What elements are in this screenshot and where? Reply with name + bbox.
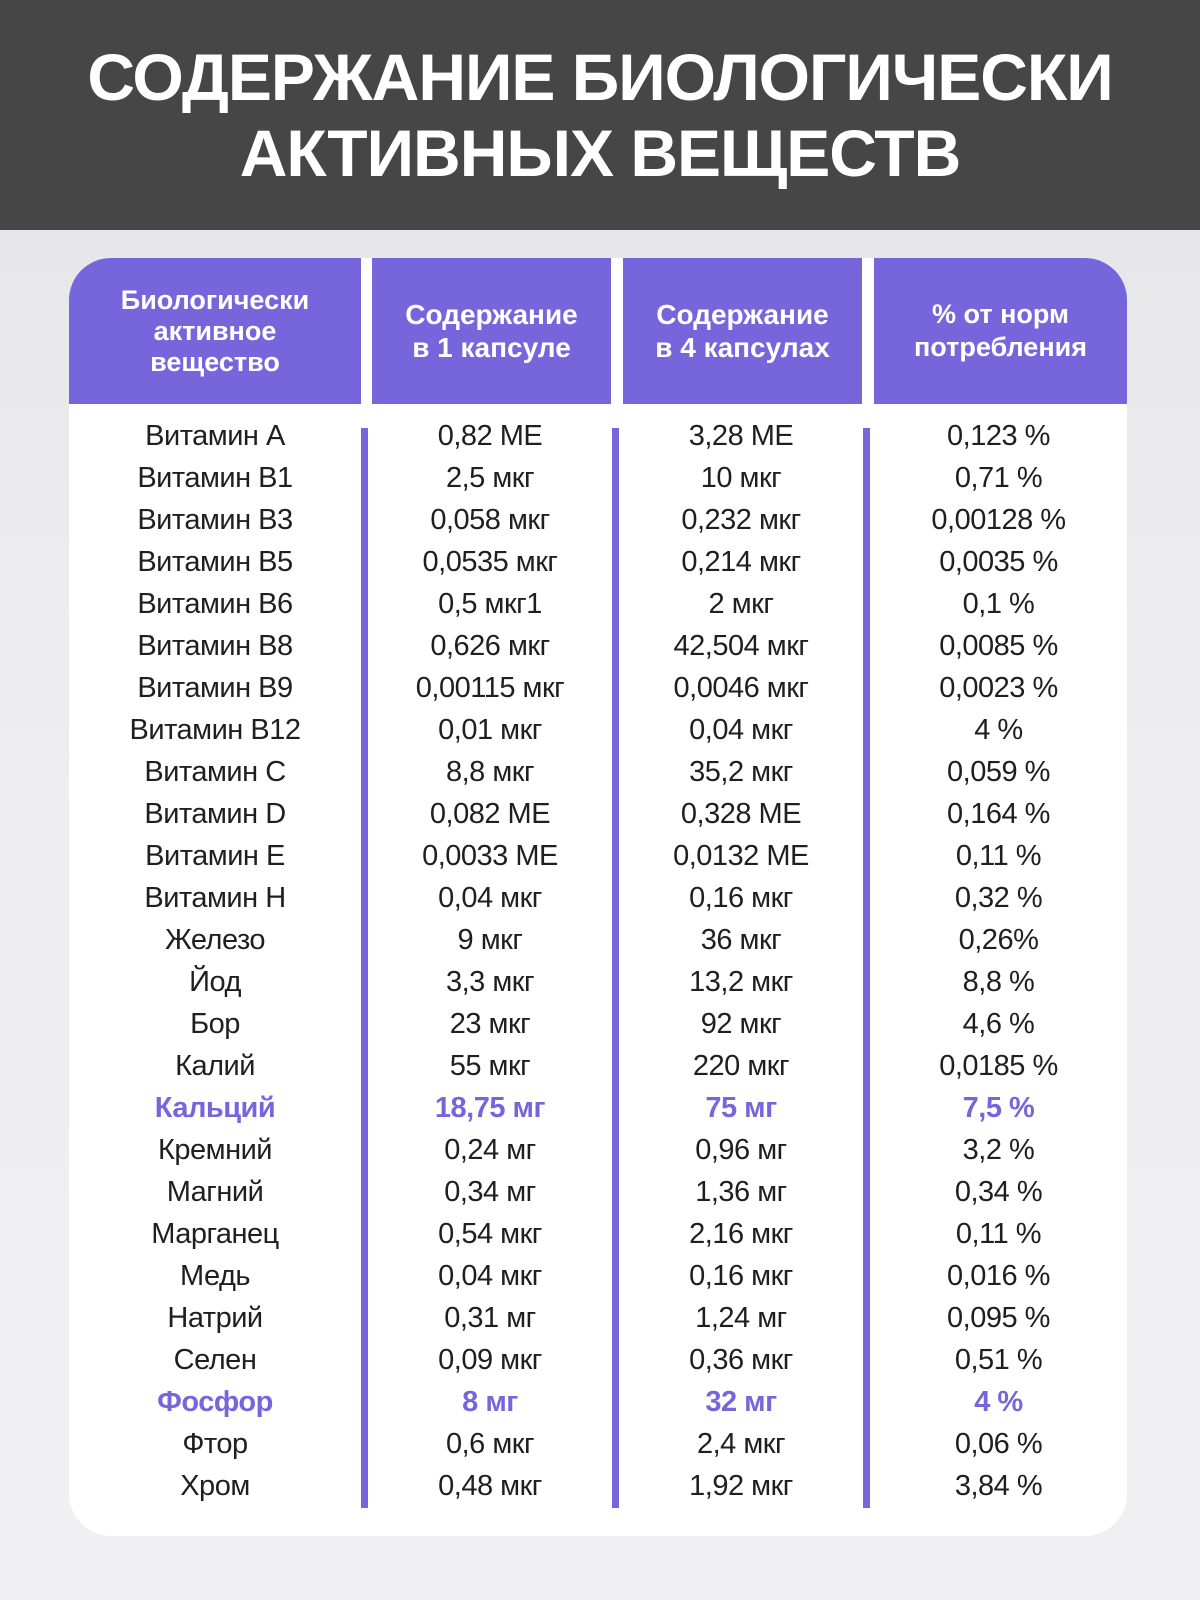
substance-name-cell: Кальций: [154, 1092, 276, 1124]
header-per-four-capsules-line-2: в 4 капсулах: [655, 332, 830, 363]
per-capsule-cell: 3,3 мкг: [445, 966, 535, 998]
per-four-capsules-cell: 13,2 мкг: [689, 966, 793, 998]
percent-of-norm-cell: 0,71 %: [954, 462, 1043, 494]
header-per-capsule-line-2: в 1 капсуле: [412, 332, 571, 363]
table-header-row: [69, 258, 1127, 404]
per-four-capsules-cell: 0,328 МЕ: [680, 798, 802, 830]
per-four-capsules-cell: 0,96 мг: [695, 1134, 787, 1166]
percent-of-norm-cell: 0,11 %: [955, 1218, 1042, 1250]
table-row: [69, 1171, 1127, 1213]
per-capsule-cell: 0,01 мкг: [438, 714, 542, 746]
substance-name-cell: Витамин В12: [129, 714, 301, 746]
percent-of-norm-cell: 0,34 %: [954, 1176, 1043, 1208]
per-four-capsules-cell: 36 мкг: [700, 924, 782, 956]
nutrient-table: [69, 258, 1127, 1536]
substance-name-cell: Витамин С: [144, 756, 286, 788]
substance-name-cell: Хром: [180, 1470, 250, 1502]
per-capsule-cell: 0,54 мкг: [438, 1218, 542, 1250]
per-capsule-cell: 0,34 мг: [444, 1176, 536, 1208]
table-row: [69, 541, 1127, 583]
per-capsule-cell: 0,04 мкг: [438, 882, 542, 914]
substance-name-cell: Фосфор: [157, 1386, 273, 1418]
table-row: [69, 499, 1127, 541]
table-row: [69, 625, 1127, 667]
percent-of-norm-cell: 4,6 %: [962, 1008, 1035, 1040]
per-capsule-cell: 0,00115 мкг: [415, 672, 565, 704]
percent-of-norm-cell: 7,5 %: [962, 1092, 1035, 1124]
header-percent-of-norm: [874, 258, 1127, 404]
substance-name-cell: Калий: [175, 1050, 255, 1082]
header-per-four-capsules-line-1: Содержание: [656, 299, 829, 330]
percent-of-norm-cell: 0,1 %: [962, 588, 1035, 620]
percent-of-norm-cell: 0,26%: [958, 924, 1039, 956]
table-row: [69, 1255, 1127, 1297]
substance-name-cell: Бор: [190, 1008, 240, 1040]
per-four-capsules-cell: 220 мкг: [692, 1050, 790, 1082]
per-four-capsules-cell: 2 мкг: [708, 588, 774, 620]
per-four-capsules-cell: 2,16 мкг: [689, 1218, 793, 1250]
substance-name-cell: Медь: [179, 1260, 250, 1292]
substance-name-cell: Витамин В9: [137, 672, 293, 704]
table-row: [69, 835, 1127, 877]
table-row: [69, 1381, 1127, 1423]
per-four-capsules-cell: 0,16 мкг: [689, 1260, 793, 1292]
substance-name-cell: Витамин В3: [137, 504, 293, 536]
substance-name-cell: Железо: [164, 924, 266, 956]
per-capsule-cell: 0,058 мкг: [430, 504, 550, 536]
table-row: [69, 1213, 1127, 1255]
per-capsule-cell: 0,626 мкг: [430, 630, 550, 662]
per-four-capsules-cell: 0,0132 МЕ: [673, 840, 809, 872]
substance-name-cell: Витамин В6: [137, 588, 293, 620]
per-capsule-cell: 0,0535 мкг: [422, 546, 558, 578]
header-substance-line-3: вещество: [150, 346, 280, 377]
per-capsule-cell: 0,82 МЕ: [437, 420, 543, 452]
substance-name-cell: Витамин В5: [137, 546, 293, 578]
percent-of-norm-cell: 0,0085 %: [939, 630, 1058, 662]
percent-of-norm-cell: 0,32 %: [954, 882, 1043, 914]
table-row: [69, 919, 1127, 961]
percent-of-norm-cell: 0,0035 %: [939, 546, 1058, 578]
per-four-capsules-cell: 1,92 мкг: [689, 1470, 793, 1502]
page-title-line-2: АКТИВНЫХ ВЕЩЕСТВ: [239, 116, 961, 190]
table-row: [69, 751, 1127, 793]
per-four-capsules-cell: 3,28 МЕ: [688, 420, 794, 452]
substance-name-cell: Кремний: [157, 1134, 272, 1166]
per-four-capsules-cell: 42,504 мкг: [673, 630, 809, 662]
table-row: [69, 709, 1127, 751]
percent-of-norm-cell: 0,06 %: [954, 1428, 1043, 1460]
substance-name-cell: Витамин А: [145, 420, 285, 452]
percent-of-norm-cell: 4 %: [974, 1386, 1023, 1418]
per-capsule-cell: 9 мкг: [457, 924, 523, 956]
header-percent-of-norm-line-1: % от норм: [932, 299, 1069, 329]
per-capsule-cell: 0,5 мкг1: [438, 588, 542, 620]
per-four-capsules-cell: 2,4 мкг: [696, 1428, 786, 1460]
percent-of-norm-cell: 0,0023 %: [939, 672, 1058, 704]
percent-of-norm-cell: 4 %: [974, 714, 1023, 746]
substance-name-cell: Витамин Н: [144, 882, 286, 914]
table-row: [69, 1423, 1127, 1465]
percent-of-norm-cell: 0,11 %: [955, 840, 1042, 872]
per-capsule-cell: 23 мкг: [449, 1008, 531, 1040]
page-header: [0, 0, 1200, 230]
percent-of-norm-cell: 3,2 %: [962, 1134, 1035, 1166]
header-substance: [69, 258, 361, 404]
header-per-capsule-line-1: Содержание: [405, 299, 578, 330]
per-four-capsules-cell: 35,2 мкг: [689, 756, 793, 788]
percent-of-norm-cell: 0,0185 %: [939, 1050, 1058, 1082]
table-row: [69, 415, 1127, 457]
table-row: [69, 667, 1127, 709]
per-capsule-cell: 0,0033 МЕ: [422, 840, 558, 872]
percent-of-norm-cell: 0,164 %: [947, 798, 1050, 830]
per-four-capsules-cell: 0,04 мкг: [689, 714, 793, 746]
table-row: [69, 1045, 1127, 1087]
table-row: [69, 961, 1127, 1003]
per-four-capsules-cell: 0,232 мкг: [681, 504, 801, 536]
per-capsule-cell: 0,082 МЕ: [429, 798, 551, 830]
percent-of-norm-cell: 0,00128 %: [931, 504, 1066, 536]
header-substance-line-2: активное: [153, 315, 277, 346]
per-four-capsules-cell: 0,0046 мкг: [673, 672, 809, 704]
substance-name-cell: Витамин Е: [145, 840, 285, 872]
per-four-capsules-cell: 75 мг: [705, 1092, 777, 1124]
table-row: [69, 1003, 1127, 1045]
table-row: [69, 1339, 1127, 1381]
substance-name-cell: Фтор: [182, 1428, 248, 1460]
percent-of-norm-cell: 0,123 %: [947, 420, 1050, 452]
per-capsule-cell: 0,04 мкг: [438, 1260, 542, 1292]
table-row: [69, 1087, 1127, 1129]
substance-name-cell: Йод: [189, 966, 241, 998]
percent-of-norm-cell: 0,016 %: [947, 1260, 1050, 1292]
percent-of-norm-cell: 3,84 %: [954, 1470, 1043, 1502]
per-capsule-cell: 0,6 мкг: [445, 1428, 535, 1460]
header-per-capsule: [372, 258, 611, 404]
header-per-four-capsules: [623, 258, 862, 404]
per-four-capsules-cell: 92 мкг: [700, 1008, 782, 1040]
per-four-capsules-cell: 1,24 мг: [695, 1302, 787, 1334]
percent-of-norm-cell: 0,51 %: [954, 1344, 1043, 1376]
per-capsule-cell: 0,31 мг: [444, 1302, 536, 1334]
table-row: [69, 583, 1127, 625]
table-row: [69, 1297, 1127, 1339]
per-capsule-cell: 55 мкг: [449, 1050, 531, 1082]
table-row: [69, 1129, 1127, 1171]
per-capsule-cell: 2,5 мкг: [445, 462, 535, 494]
per-capsule-cell: 0,24 мг: [444, 1134, 536, 1166]
table-row: [69, 793, 1127, 835]
table-row: [69, 457, 1127, 499]
substance-name-cell: Витамин D: [144, 798, 286, 830]
per-four-capsules-cell: 0,36 мкг: [689, 1344, 793, 1376]
per-four-capsules-cell: 0,16 мкг: [689, 882, 793, 914]
per-capsule-cell: 8,8 мкг: [445, 756, 535, 788]
per-capsule-cell: 0,09 мкг: [438, 1344, 542, 1376]
per-four-capsules-cell: 1,36 мг: [695, 1176, 787, 1208]
substance-name-cell: Витамин В1: [137, 462, 293, 494]
substance-name-cell: Натрий: [167, 1302, 263, 1334]
per-four-capsules-cell: 0,214 мкг: [681, 546, 801, 578]
table-row: [69, 1465, 1127, 1507]
page-title-line-1: СОДЕРЖАНИЕ БИОЛОГИЧЕСКИ: [87, 40, 1113, 114]
percent-of-norm-cell: 0,095 %: [947, 1302, 1050, 1334]
substance-name-cell: Селен: [173, 1344, 257, 1376]
per-capsule-cell: 18,75 мг: [434, 1092, 546, 1124]
per-four-capsules-cell: 10 мкг: [700, 462, 782, 494]
percent-of-norm-cell: 0,059 %: [947, 756, 1050, 788]
per-capsule-cell: 8 мг: [462, 1386, 518, 1418]
header-percent-of-norm-line-2: потребления: [914, 332, 1087, 362]
per-four-capsules-cell: 32 мг: [705, 1386, 777, 1418]
percent-of-norm-cell: 8,8 %: [962, 966, 1035, 998]
substance-name-cell: Магний: [166, 1176, 264, 1208]
substance-name-cell: Витамин В8: [137, 630, 293, 662]
table-body: [69, 415, 1127, 1507]
table-row: [69, 877, 1127, 919]
header-substance-line-1: Биологически: [120, 284, 310, 315]
per-capsule-cell: 0,48 мкг: [438, 1470, 542, 1502]
substance-name-cell: Марганец: [151, 1218, 279, 1250]
